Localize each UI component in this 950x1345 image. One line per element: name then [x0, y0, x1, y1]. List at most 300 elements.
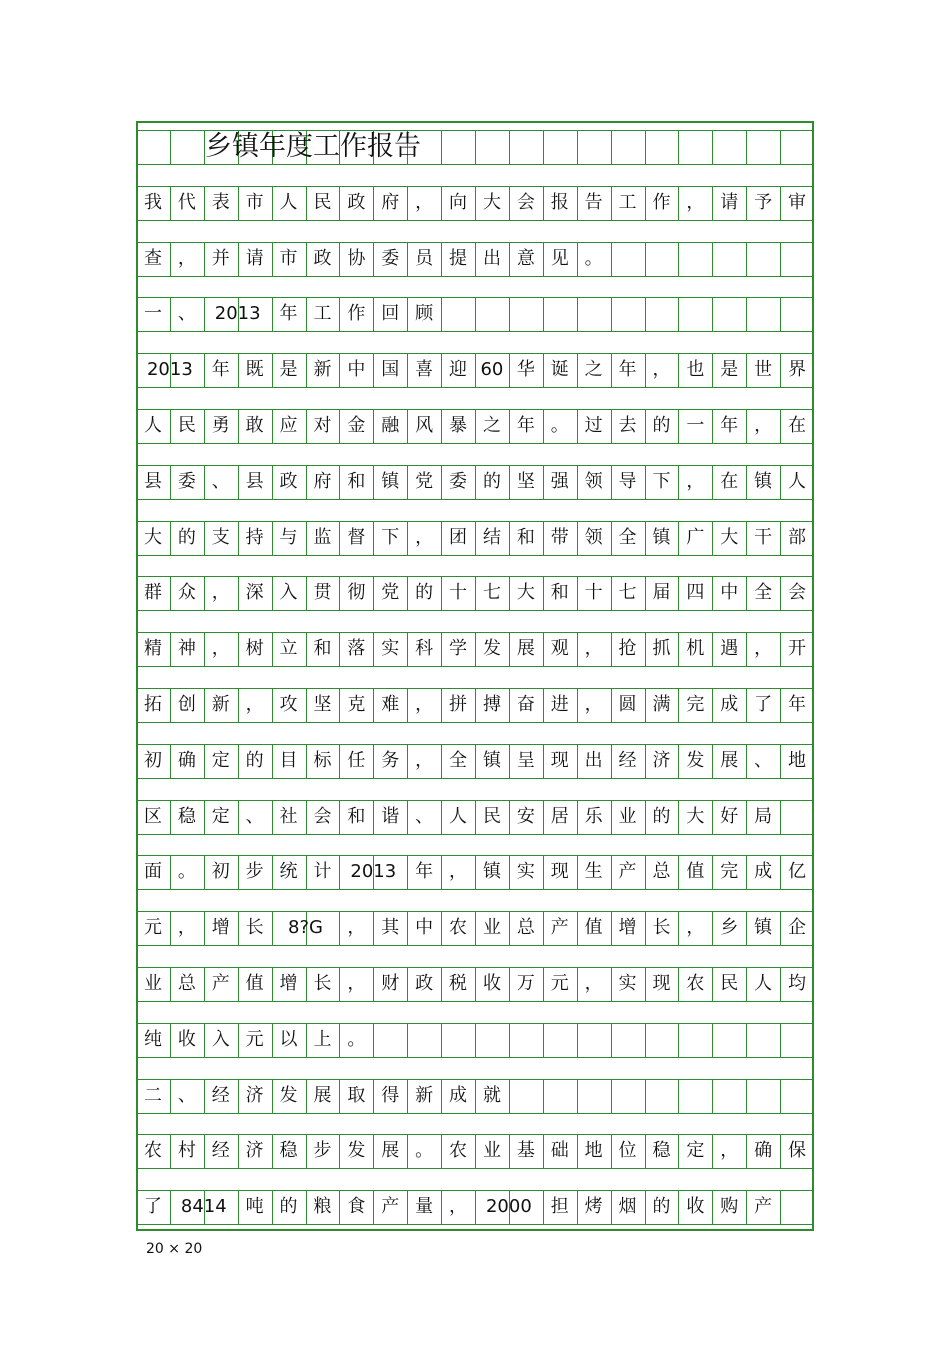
grid-cell-text: 生 — [584, 861, 603, 883]
grid-cell-text: 。 — [550, 415, 569, 436]
grid-rule — [136, 610, 814, 611]
grid-cell-text: 农 — [143, 1140, 162, 1162]
grid-divider — [645, 130, 646, 164]
grid-cell-text: 学 — [449, 638, 468, 660]
grid-cell-text: 之 — [482, 415, 501, 436]
text-row — [136, 1134, 814, 1168]
grid-cell-text: 成 — [449, 1084, 468, 1106]
grid-cell-text: ， — [686, 470, 705, 492]
grid-cell-text: 神 — [177, 638, 196, 660]
grid-cell-text: 担 — [550, 1196, 569, 1218]
grid-cell-text: 勇 — [211, 415, 230, 436]
grid-cell-text: 人 — [143, 415, 162, 436]
grid-rule — [136, 1168, 814, 1169]
grid-cell-text: 全 — [449, 749, 468, 771]
grid-cell-text: 定 — [211, 805, 230, 827]
grid-cell-text: 结 — [482, 526, 501, 548]
grid-cell-text: 取 — [347, 1084, 366, 1106]
grid-cell-text: 委 — [449, 470, 468, 492]
grid-cell-text: 确 — [177, 749, 196, 771]
grid-cell-text: 收 — [482, 973, 501, 994]
grid-cell-text: 民 — [720, 973, 739, 994]
grid-rule — [136, 945, 814, 946]
grid-cell-text: 经 — [211, 1140, 230, 1162]
grid-cell-text: 克 — [347, 694, 366, 715]
grid-cell-text: 长 — [313, 973, 332, 994]
grid-rule — [136, 1001, 814, 1002]
grid-cell-text: 金 — [347, 415, 366, 436]
grid-cell-text: 届 — [652, 582, 671, 604]
grid-cell-text: 财 — [381, 973, 400, 994]
text-row — [136, 1190, 814, 1224]
grid-cell-text: ， — [211, 582, 230, 604]
grid-cell-text: 府 — [313, 470, 332, 492]
grid-cell-text: 并 — [211, 247, 230, 269]
grid-cell-text: 人 — [449, 805, 468, 827]
grid-cell-text: 观 — [550, 638, 569, 660]
document-title: 乡镇年度工作报告 — [205, 131, 421, 162]
grid-cell-text: 工 — [618, 191, 637, 213]
grid-cell-text: 大 — [686, 805, 705, 827]
grid-cell-text: 协 — [347, 247, 366, 269]
grid-cell-text: 总 — [652, 861, 671, 883]
grid-cell-text: 会 — [788, 582, 807, 604]
grid-cell-text: 和 — [516, 526, 535, 548]
grid-divider — [678, 130, 679, 164]
grid-cell-text: 的 — [279, 1196, 298, 1218]
grid-cell-text: ， — [584, 638, 603, 660]
grid-cell-text: 。 — [347, 1028, 366, 1050]
grid-cell-text: 8?G — [288, 917, 323, 939]
grid-cell-text: 政 — [347, 191, 366, 213]
grid-divider — [543, 130, 544, 164]
grid-cell-text: 年 — [618, 359, 637, 381]
grid-cell-text: 粮 — [313, 1196, 332, 1218]
grid-cell-text: 烤 — [584, 1196, 603, 1218]
grid-cell-text: 我 — [143, 191, 162, 213]
text-row — [136, 1023, 814, 1057]
text-row — [136, 242, 814, 276]
grid-rule — [136, 276, 814, 277]
grid-cell-text: 2013 — [146, 359, 193, 381]
grid-cell-text: 发 — [279, 1084, 298, 1106]
grid-cell-text: ， — [449, 861, 468, 883]
grid-cell-text: 的 — [245, 749, 264, 771]
grid-cell-text: 难 — [381, 694, 400, 715]
grid-cell-text: 农 — [449, 917, 468, 939]
grid-cell-text: 经 — [618, 749, 637, 771]
grid-cell-text: 大 — [143, 526, 162, 548]
grid-cell-text: 民 — [313, 191, 332, 213]
grid-cell-text: 中 — [415, 917, 434, 939]
grid-cell-text: 顾 — [415, 303, 434, 325]
grid-cell-text: 民 — [177, 415, 196, 436]
grid-cell-text: 展 — [720, 749, 739, 771]
grid-cell-text: 。 — [415, 1140, 434, 1162]
text-row — [136, 297, 814, 331]
grid-cell-text: 满 — [652, 694, 671, 715]
grid-cell-text: 全 — [754, 582, 773, 604]
grid-cell-text: 入 — [279, 582, 298, 604]
grid-cell-text: 、 — [211, 470, 230, 492]
grid-cell-text: 年 — [720, 415, 739, 436]
grid-cell-text: 实 — [618, 973, 637, 994]
grid-cell-text: 在 — [788, 415, 807, 436]
grid-cell-text: 现 — [550, 861, 569, 883]
grid-cell-text: 实 — [516, 861, 535, 883]
grid-rule — [136, 443, 814, 444]
grid-cell-text: 诞 — [550, 359, 569, 381]
grid-cell-text: 党 — [415, 470, 434, 492]
grid-cell-text: 成 — [720, 694, 739, 715]
grid-cell-text: 对 — [313, 415, 332, 436]
grid-cell-text: 提 — [449, 247, 468, 269]
grid-cell-text: 年 — [516, 415, 535, 436]
grid-cell-text: 年 — [788, 694, 807, 715]
grid-cell-text: 购 — [720, 1196, 739, 1218]
grid-cell-text: 查 — [143, 247, 162, 269]
grid-cell-text: 值 — [584, 917, 603, 939]
grid-cell-text: 定 — [211, 749, 230, 771]
grid-rule — [136, 722, 814, 723]
grid-cell-text: 国 — [381, 359, 400, 381]
grid-cell-text: 和 — [347, 805, 366, 827]
grid-cell-text: 也 — [686, 359, 705, 381]
grid-cell-text: 持 — [245, 526, 264, 548]
grid-cell-text: 其 — [381, 917, 400, 939]
grid-cell-text: 统 — [279, 861, 298, 883]
grid-cell-text: 烟 — [618, 1196, 637, 1218]
grid-cell-text: 市 — [279, 247, 298, 269]
text-row — [136, 688, 814, 722]
grid-cell-text: 十 — [449, 582, 468, 604]
grid-cell-text: 予 — [754, 191, 773, 213]
grid-cell-text: 发 — [686, 749, 705, 771]
grid-cell-text: 安 — [516, 805, 535, 827]
grid-cell-text: 成 — [754, 861, 773, 883]
grid-cell-text: 社 — [279, 805, 298, 827]
grid-cell-text: 元 — [550, 973, 569, 994]
grid-cell-text: 发 — [482, 638, 501, 660]
grid-cell-text: 落 — [347, 638, 366, 660]
grid-cell-text: 础 — [550, 1140, 569, 1162]
grid-cell-text: 收 — [177, 1028, 196, 1050]
grid-cell-text: 业 — [618, 805, 637, 827]
grid-cell-text: 产 — [618, 861, 637, 883]
grid-cell-text: 的 — [415, 582, 434, 604]
grid-cell-text: ， — [177, 247, 196, 269]
grid-cell-text: 融 — [381, 415, 400, 436]
grid-cell-text: 既 — [245, 359, 264, 381]
grid-cell-text: 产 — [381, 1196, 400, 1218]
text-row — [136, 800, 814, 834]
grid-cell-text: 局 — [754, 805, 773, 827]
grid-cell-text: 济 — [652, 749, 671, 771]
grid-cell-text: 产 — [550, 917, 569, 939]
grid-cell-text: 人 — [788, 470, 807, 492]
grid-cell-text: 好 — [720, 805, 739, 827]
grid-cell-text: 确 — [754, 1140, 773, 1162]
grid-cell-text: 彻 — [347, 582, 366, 604]
grid-cell-text: ， — [245, 694, 264, 715]
grid-cell-text: 展 — [381, 1140, 400, 1162]
grid-cell-text: 量 — [415, 1196, 434, 1218]
grid-cell-text: 乐 — [584, 805, 603, 827]
grid-cell-text: 税 — [449, 973, 468, 994]
grid-cell-text: 以 — [279, 1028, 298, 1050]
grid-cell-text: 进 — [550, 694, 569, 715]
grid-cell-text: 出 — [584, 749, 603, 771]
grid-cell-text: 工 — [313, 303, 332, 325]
grid-cell-text: 村 — [177, 1140, 196, 1162]
grid-cell-text: ， — [754, 415, 773, 436]
grid-cell-text: 圆 — [618, 694, 637, 715]
grid-cell-text: 镇 — [381, 470, 400, 492]
grid-cell-text: 增 — [279, 973, 298, 994]
grid-cell-text: 乡 — [720, 917, 739, 939]
text-row — [136, 409, 814, 443]
grid-cell-text: 一 — [686, 415, 705, 436]
grid-cell-text: 步 — [245, 861, 264, 883]
grid-cell-text: 初 — [143, 749, 162, 771]
grid-cell-text: 深 — [245, 582, 264, 604]
grid-cell-text: 抢 — [618, 638, 637, 660]
grid-cell-text: ， — [720, 1140, 739, 1162]
grid-cell-text: 新 — [313, 359, 332, 381]
grid-cell-text: 人 — [754, 973, 773, 994]
grid-cell-text: 七 — [618, 582, 637, 604]
grid-cell-text: 搏 — [482, 694, 501, 715]
grid-cell-text: 见 — [550, 247, 569, 269]
grid-rule — [136, 1224, 814, 1225]
grid-cell-text: 农 — [449, 1140, 468, 1162]
grid-cell-text: 委 — [381, 247, 400, 269]
grid-cell-text: 务 — [381, 749, 400, 771]
grid-cell-text: 企 — [788, 917, 807, 939]
grid-cell-text: 居 — [550, 805, 569, 827]
grid-cell-text: 年 — [279, 303, 298, 325]
grid-cell-text: 暴 — [449, 415, 468, 436]
grid-rule — [136, 1113, 814, 1114]
grid-cell-text: 纯 — [143, 1028, 162, 1050]
grid-cell-text: ， — [584, 973, 603, 994]
grid-cell-text: 领 — [584, 470, 603, 492]
grid-cell-text: 群 — [143, 582, 162, 604]
grid-cell-text: 了 — [754, 694, 773, 715]
grid-cell-text: 强 — [550, 470, 569, 492]
grid-cell-text: 广 — [686, 526, 705, 548]
grid-cell-text: 二 — [143, 1084, 162, 1106]
grid-cell-text: 审 — [788, 191, 807, 213]
grid-cell-text: 业 — [482, 917, 501, 939]
grid-divider — [509, 130, 510, 164]
grid-cell-text: 基 — [516, 1140, 535, 1162]
grid-cell-text: 镇 — [754, 470, 773, 492]
grid-rule — [136, 834, 814, 835]
grid-cell-text: 目 — [279, 749, 298, 771]
grid-cell-text: 出 — [482, 247, 501, 269]
grid-cell-text: 和 — [550, 582, 569, 604]
grid-cell-text: 2013 — [214, 303, 261, 325]
text-row — [136, 632, 814, 666]
grid-cell-text: 拓 — [143, 694, 162, 715]
grid-cell-text: 攻 — [279, 694, 298, 715]
grid-cell-text: 一 — [143, 303, 162, 325]
grid-cell-text: 、 — [177, 1084, 196, 1106]
grid-cell-text: 镇 — [652, 526, 671, 548]
text-row — [136, 855, 814, 889]
grid-cell-text: 科 — [415, 638, 434, 660]
grid-cell-text: ， — [415, 694, 434, 715]
grid-cell-text: 作 — [652, 191, 671, 213]
text-row — [136, 967, 814, 1001]
grid-cell-text: 标 — [313, 749, 332, 771]
grid-cell-text: ， — [686, 917, 705, 939]
grid-cell-text: 部 — [788, 526, 807, 548]
grid-cell-text: 值 — [686, 861, 705, 883]
grid-cell-text: 立 — [279, 638, 298, 660]
grid-cell-text: 增 — [618, 917, 637, 939]
grid-cell-text: 请 — [720, 191, 739, 213]
grid-cell-text: 新 — [415, 1084, 434, 1106]
grid-rule — [136, 387, 814, 388]
grid-cell-text: 镇 — [482, 749, 501, 771]
grid-cell-text: 与 — [279, 526, 298, 548]
grid-cell-text: ， — [449, 1196, 468, 1218]
grid-cell-text: 大 — [482, 191, 501, 213]
grid-cell-text: 风 — [415, 415, 434, 436]
grid-cell-text: 稳 — [652, 1140, 671, 1162]
grid-cell-text: 地 — [584, 1140, 603, 1162]
grid-rule — [136, 331, 814, 332]
text-row — [136, 465, 814, 499]
grid-rule — [136, 1057, 814, 1058]
grid-cell-text: 济 — [245, 1140, 264, 1162]
grid-cell-text: 万 — [516, 973, 535, 994]
grid-divider — [577, 130, 578, 164]
grid-cell-text: 去 — [618, 415, 637, 436]
grid-divider — [780, 130, 781, 164]
grid-cell-text: 全 — [618, 526, 637, 548]
grid-cell-text: 作 — [347, 303, 366, 325]
grid-cell-text: ， — [415, 749, 434, 771]
grid-cell-text: 县 — [143, 470, 162, 492]
grid-cell-text: 步 — [313, 1140, 332, 1162]
grid-cell-text: 喜 — [415, 359, 434, 381]
grid-cell-text: 委 — [177, 470, 196, 492]
grid-cell-text: 业 — [482, 1140, 501, 1162]
grid-cell-text: 、 — [415, 805, 434, 827]
grid-cell-text: ， — [415, 526, 434, 548]
grid-cell-text: 应 — [279, 415, 298, 436]
grid-cell-text: 稳 — [279, 1140, 298, 1162]
grid-cell-text: 就 — [482, 1084, 501, 1106]
grid-cell-text: 世 — [754, 359, 773, 381]
grid-rule — [136, 666, 814, 667]
grid-cell-text: 实 — [381, 638, 400, 660]
grid-cell-text: 新 — [211, 694, 230, 715]
grid-cell-text: 是 — [279, 359, 298, 381]
grid-rule — [136, 499, 814, 500]
grid-cell-text: 团 — [449, 526, 468, 548]
grid-cell-text: 民 — [482, 805, 501, 827]
grid-cell-text: 精 — [143, 638, 162, 660]
grid-divider — [712, 130, 713, 164]
text-row — [136, 1079, 814, 1113]
grid-cell-text: 在 — [720, 470, 739, 492]
grid-cell-text: 人 — [279, 191, 298, 213]
grid-cell-text: 过 — [584, 415, 603, 436]
grid-divider — [475, 130, 476, 164]
grid-rule — [136, 220, 814, 221]
grid-cell-text: 初 — [211, 861, 230, 883]
grid-cell-text: 大 — [720, 526, 739, 548]
grid-cell-text: 年 — [211, 359, 230, 381]
text-row — [136, 186, 814, 220]
grid-cell-text: 之 — [584, 359, 603, 381]
grid-cell-text: 下 — [652, 470, 671, 492]
grid-cell-text: 发 — [347, 1140, 366, 1162]
grid-cell-text: 面 — [143, 861, 162, 883]
grid-cell-text: 会 — [313, 805, 332, 827]
grid-cell-text: 稳 — [177, 805, 196, 827]
grid-cell-text: 完 — [686, 694, 705, 715]
grid-cell-text: 导 — [618, 470, 637, 492]
grid-cell-text: 总 — [516, 917, 535, 939]
grid-cell-text: 中 — [347, 359, 366, 381]
grid-cell-text: 会 — [516, 191, 535, 213]
grid-cell-text: 定 — [686, 1140, 705, 1162]
grid-cell-text: 督 — [347, 526, 366, 548]
grid-cell-text: 任 — [347, 749, 366, 771]
grid-cell-text: 领 — [584, 526, 603, 548]
grid-cell-text: 大 — [516, 582, 535, 604]
grid-cell-text: 济 — [245, 1084, 264, 1106]
text-row — [136, 744, 814, 778]
grid-cell-text: 抓 — [652, 638, 671, 660]
grid-cell-text: 均 — [788, 973, 807, 994]
text-row — [136, 353, 814, 387]
grid-cell-text: 收 — [686, 1196, 705, 1218]
grid-cell-text: 产 — [754, 1196, 773, 1218]
grid-cell-text: 。 — [177, 861, 196, 883]
grid-cell-text: 奋 — [516, 694, 535, 715]
grid-cell-text: 。 — [584, 247, 603, 269]
grid-cell-text: 得 — [381, 1084, 400, 1106]
grid-cell-text: 农 — [686, 973, 705, 994]
grid-cell-text: 员 — [415, 247, 434, 269]
grid-cell-text: 告 — [584, 191, 603, 213]
grid-cell-text: ， — [584, 694, 603, 715]
text-row — [136, 911, 814, 945]
grid-cell-text: 2000 — [485, 1196, 532, 1218]
grid-cell-text: 代 — [177, 191, 196, 213]
grid-cell-text: 经 — [211, 1084, 230, 1106]
grid-cell-text: 树 — [245, 638, 264, 660]
grid-cell-text: 值 — [245, 973, 264, 994]
grid-cell-text: 的 — [652, 1196, 671, 1218]
grid-cell-text: 现 — [550, 749, 569, 771]
grid-cell-text: 中 — [720, 582, 739, 604]
grid-cell-text: 产 — [211, 973, 230, 994]
grid-cell-text: 计 — [313, 861, 332, 883]
grid-cell-text: 8414 — [180, 1196, 227, 1218]
grid-cell-text: 政 — [313, 247, 332, 269]
grid-cell-text: 机 — [686, 638, 705, 660]
grid-cell-text: 带 — [550, 526, 569, 548]
grid-cell-text: 坚 — [313, 694, 332, 715]
grid-divider — [170, 130, 171, 164]
